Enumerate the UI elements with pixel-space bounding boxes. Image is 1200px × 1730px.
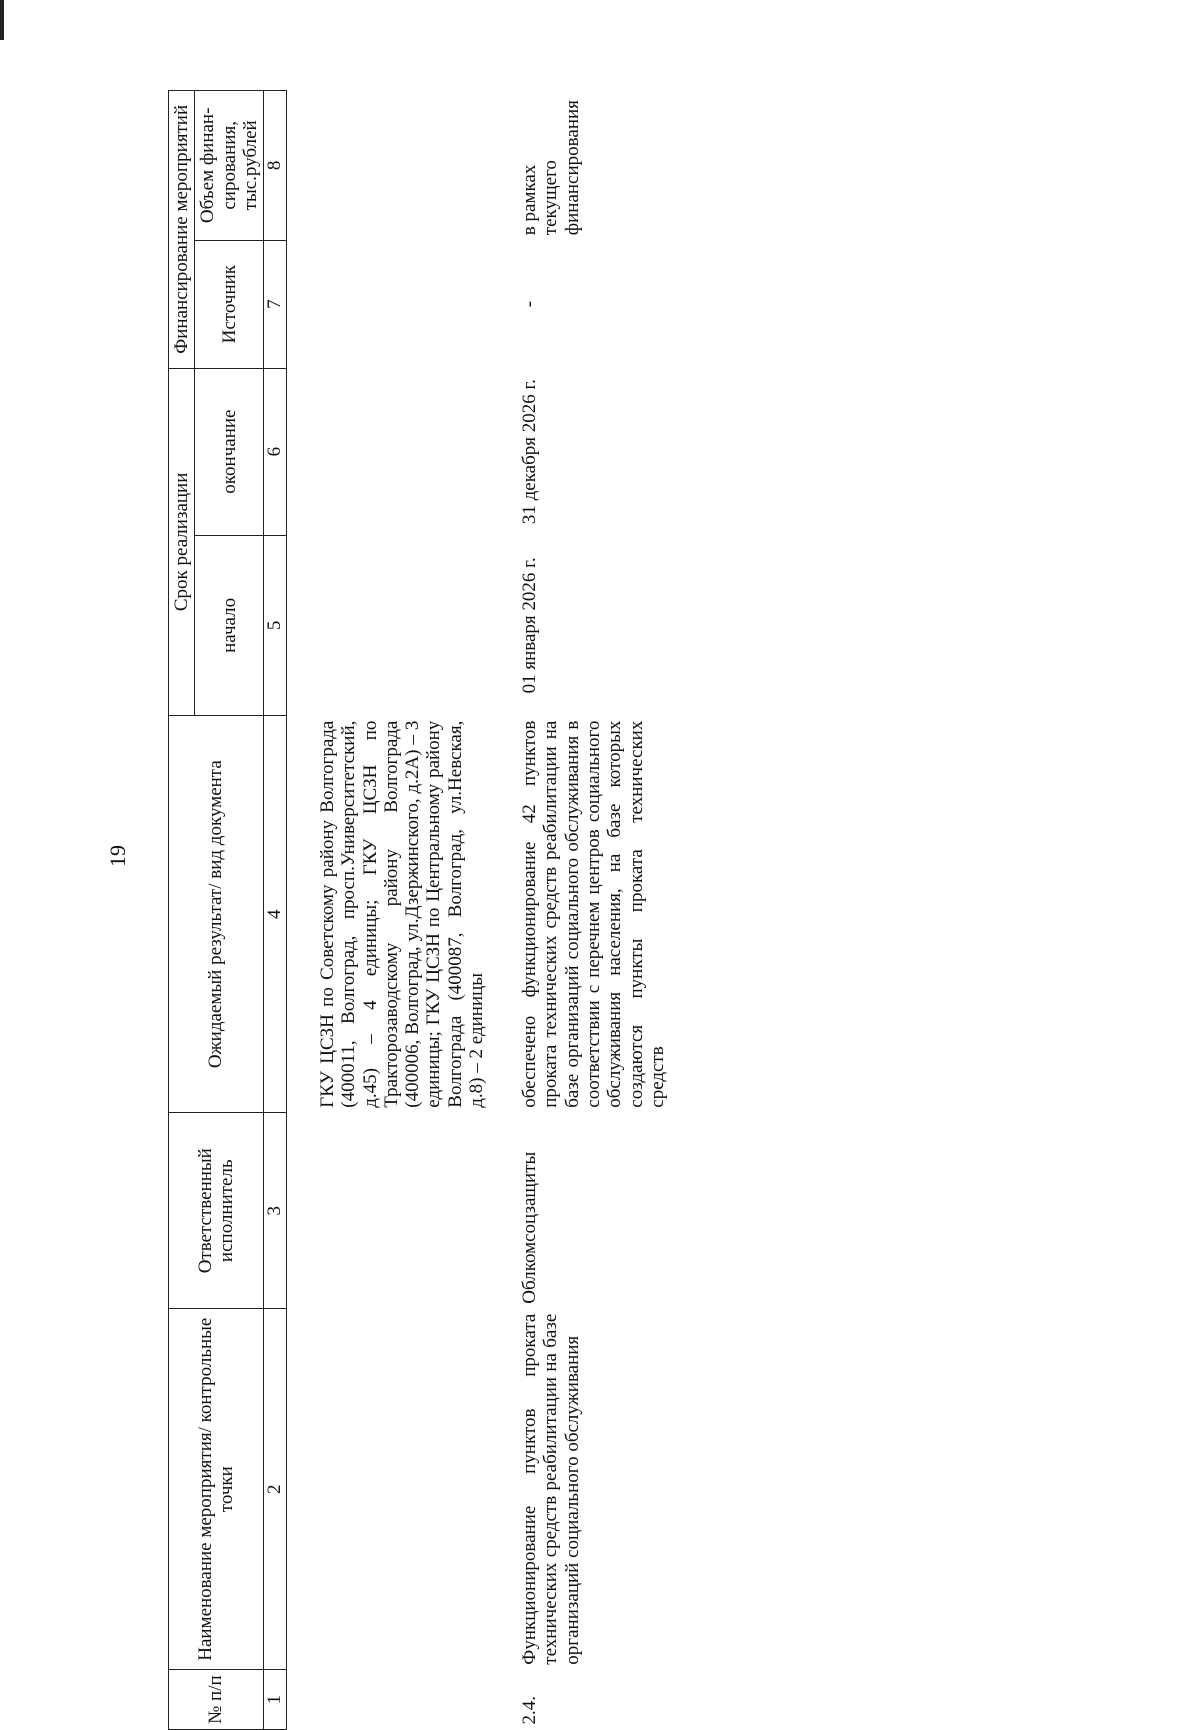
header-term-end: окончание [195, 368, 264, 535]
row-start: 01 января 2026 г. [519, 557, 541, 694]
column-number: 5 [264, 535, 287, 715]
page-edge-mark [0, 0, 4, 40]
header-num: № п/п [169, 1670, 264, 1730]
header-term: Срок реализации [169, 368, 195, 716]
page-number: 19 [105, 845, 130, 867]
spacer-row [489, 91, 517, 1730]
header-fin-source: Источник [195, 240, 264, 368]
row-num [315, 1670, 489, 1730]
column-number: 4 [264, 716, 287, 1113]
column-number: 8 [264, 91, 287, 241]
row-result: обеспечено функционирование 42 пунктов проката технических средств реабилитации на базе организаций социального обслуживания в соответствии с перечнем центров социального обслуживания населения, на базе которых создаются пункты проката технических средств [519, 720, 668, 1108]
column-number: 6 [264, 368, 287, 535]
column-number: 7 [264, 240, 287, 368]
spacer-row [287, 91, 316, 1730]
row-result: ГКУ ЦСЗН по Советскому району Волгограда (400011, Волгоград, просп.Университетский, д.45) – 4 единицы; ГКУ ЦСЗН по Тракторозаводскому району Волгограда (400006, Волгоград, ул.Дзержинского, д.2А) – 3 единицы; ГКУ ЦСЗН по Центральному району Волгограда (400087, Волгоград, ул.Невская, д.8) – 2 единицы [317, 720, 487, 1108]
header-result: Ожидаемый результат/ вид документа [169, 716, 264, 1113]
row-volume: в рамках текущего финансирования [519, 100, 583, 236]
header-fin-volume: Объем финан-сирования, тыс.рублей [195, 91, 264, 241]
row-source: - [519, 300, 541, 308]
row-volume [315, 91, 489, 241]
column-number: 1 [264, 1670, 287, 1730]
row-name: Функционирование пунктов проката технических средств реабилитации на базе организаций социального обслуживания [519, 1313, 583, 1665]
row-num: 2.4. [519, 1696, 541, 1725]
row-executor [315, 1113, 489, 1309]
row-end [315, 368, 489, 535]
header-executor: Ответственный исполнитель [169, 1113, 264, 1309]
header-name: Наименование мероприятия/ контрольные точки [169, 1309, 264, 1670]
row-source [315, 240, 489, 368]
column-number: 2 [264, 1309, 287, 1670]
table-frame [168, 90, 828, 1730]
measures-table [168, 90, 670, 1730]
header-row-1 [169, 91, 195, 1730]
row-executor: Облкомсоцзащиты [519, 1151, 541, 1304]
row-end: 31 декабря 2026 г. [519, 379, 541, 525]
header-term-start: начало [195, 535, 264, 715]
column-number: 3 [264, 1113, 287, 1309]
row-name [315, 1309, 489, 1670]
table-row [315, 91, 489, 1730]
column-numbers-row [264, 91, 287, 1730]
header-financing: Финансирование мероприятий [169, 91, 195, 369]
table-row [517, 91, 670, 1730]
row-start [315, 535, 489, 715]
rotated-table-container [168, 90, 828, 1730]
